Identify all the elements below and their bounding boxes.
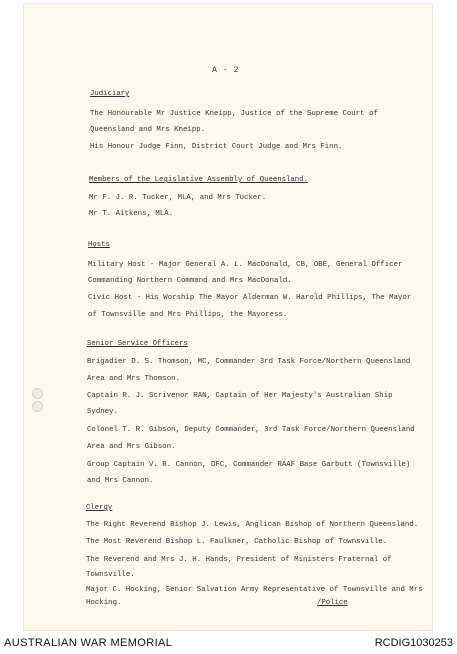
text-line: Hocking. — [86, 599, 122, 607]
footer-record-id: RCDIG1030253 — [374, 637, 453, 649]
section-heading-hosts: Hosts — [88, 241, 110, 249]
footer-institution: AUSTRALIAN WAR MEMORIAL — [4, 637, 173, 649]
text-line: Civic Host - His Worship The Mayor Alderman W. Harold Phillips, The Mayor — [88, 294, 412, 302]
text-line: The Most Reverend Bishop L. Faulkner, Catholic Bishop of Townsville. — [86, 538, 388, 546]
section-heading-legislative-assembly: Members of the Legislative Assembly of Queensland. — [89, 176, 308, 184]
text-line: Group Captain V. R. Cannon, DFC, Commander RAAF Base Garbutt (Townsville) — [87, 461, 411, 469]
text-line: Townsville. — [86, 571, 135, 579]
text-line: of Townsville and Mrs Phillips, the Mayoress. — [88, 311, 288, 319]
text-line: Queensland and Mrs Kneipp. — [90, 126, 206, 134]
text-line: Area and Mrs Thomson. — [87, 375, 181, 383]
text-line: The Honourable Mr Justice Kneipp, Justice of the Supreme Court of — [90, 110, 378, 118]
footer-bar — [0, 632, 457, 654]
punch-hole — [32, 401, 43, 412]
continuation-marker: /Police — [317, 599, 348, 607]
text-line: Captain R. J. Scrivenor RAN, Captain of Her Majesty's Australian Ship — [87, 392, 393, 400]
page-number: A - 2 — [212, 66, 240, 75]
text-line: The Right Reverend Bishop J. Lewis, Anglican Bishop of Northern Queensland. — [86, 521, 419, 529]
text-line: Major C. Hocking, Senior Salvation Army Representative of Townsville and Mrs — [86, 586, 423, 594]
text-line: His Honour Judge Finn, District Court Judge and Mrs Finn. — [90, 143, 343, 151]
text-line: Mr F. J. R. Tucker, MLA, and Mrs Tucker. — [89, 194, 267, 202]
text-line: Brigadier D. S. Thomson, MC, Commander 3rd Task Force/Northern Queensland — [87, 358, 411, 366]
text-line: The Reverend and Mrs J. H. Hands, President of Ministers Fraternal of — [86, 556, 392, 564]
section-heading-judiciary: Judiciary — [90, 90, 130, 98]
section-heading-senior-service-officers: Senior Service Officers — [87, 340, 188, 348]
text-line: Mr T. Aitkens, MLA. — [89, 210, 174, 218]
section-heading-clergy: Clergy — [86, 504, 113, 512]
text-line: and Mrs Cannon. — [87, 477, 154, 485]
text-line: Military Host - Major General A. L. MacDonald, CB, OBE, General Officer — [88, 261, 403, 269]
text-line: Sydney. — [87, 408, 119, 416]
text-line: Commanding Northern Command and Mrs MacDonald. — [88, 277, 292, 285]
punch-hole — [32, 388, 43, 399]
text-line: Area and Mrs Gibson. — [87, 443, 176, 451]
text-line: Colonel T. R. Gibson, Deputy Commander, 3rd Task Force/Northern Queensland — [87, 426, 415, 434]
